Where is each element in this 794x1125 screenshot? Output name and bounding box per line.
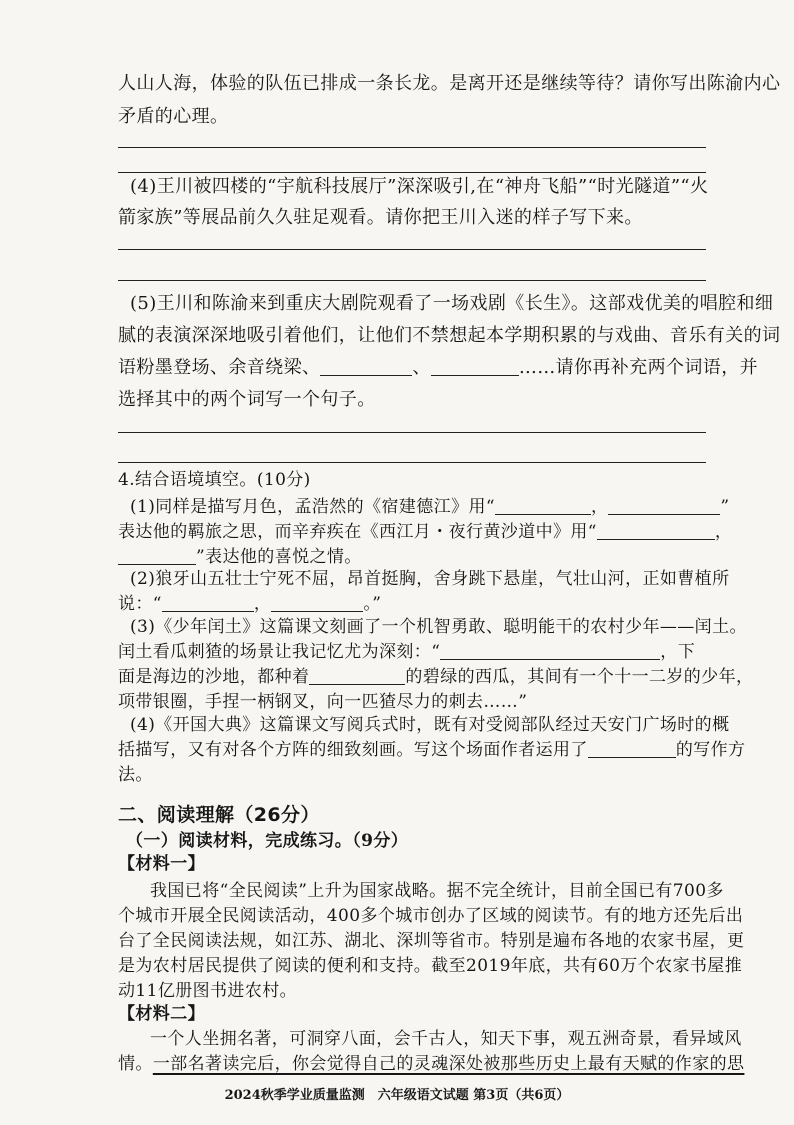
- fill-blank[interactable]: [597, 521, 715, 540]
- fill-blank[interactable]: [118, 546, 196, 565]
- fill-blank[interactable]: [431, 357, 519, 376]
- page-footer: 2024秋季学业质量监测 六年级语文试题 第3页（共6页）: [224, 1088, 570, 1103]
- material1-line1: 我国已将“全民阅读”上升为国家战略。据不完全统计，目前全国已有700多: [150, 881, 724, 901]
- material1-label: 【材料一】: [118, 854, 205, 874]
- fill-blank[interactable]: [588, 739, 676, 758]
- q3-item4-line2: 箭家族”等展品前久久驻足观看。请你把王川入迷的样子写下来。: [118, 207, 643, 228]
- fill-blank[interactable]: [495, 496, 591, 515]
- fill-blank[interactable]: [162, 593, 254, 612]
- q3-item5-line3: 语粉墨登场、余音绕梁、 、 ……请你再补充两个词语，并: [118, 357, 759, 378]
- q4-p3-line1: (3)《少年闰土》这篇课文刻画了一个机智勇敢、聪明能干的农村少年——闰土。: [130, 617, 747, 637]
- answer-line: [118, 280, 706, 281]
- answer-line: [118, 172, 706, 173]
- answer-line: [118, 432, 706, 433]
- q4-p1-line3: ”表达他的喜悦之情。: [118, 546, 362, 568]
- q4-p2-line2: 说：“ ， 。”: [118, 594, 382, 614]
- q4-p3-line4: 项带银圈，手捏一柄钢叉，向一匹猹尽力的刺去……”: [118, 692, 528, 712]
- q4-p4-line3: 法。: [118, 765, 153, 785]
- fill-blank[interactable]: [608, 496, 720, 515]
- answer-line: [118, 147, 706, 148]
- material1-line5: 动11亿册图书进农村。: [118, 981, 298, 1001]
- q4-p4-line2: 括描写，又有对各个方阵的细致刻画。写这个场面作者运用了 的写作方: [118, 740, 746, 760]
- q4-p2-line1: (2)狼牙山五壮士宁死不屈，昂首挺胸，舍身跳下悬崖，气壮山河，正如曹植所: [130, 569, 730, 589]
- q4-p3-line2: 闰土看瓜刺猹的场景让我记忆尤为深刻：“ ，下: [118, 642, 696, 662]
- material2-label: 【材料二】: [118, 1004, 205, 1024]
- material1-line2: 个城市开展全民阅读活动，400多个城市创办了区域的阅读节。有的地方还先后出: [118, 906, 744, 926]
- answer-line: [118, 462, 706, 463]
- fill-blank[interactable]: [320, 357, 412, 376]
- q4-p3-line3: 面是海边的沙地，都种着 的碧绿的西瓜，其间有一个十一二岁的少年，: [118, 667, 754, 687]
- q3-item3-line1: 人山人海，体验的队伍已排成一条长龙。是离开还是继续等待？请你写出陈渝内心: [118, 73, 781, 94]
- q3-item3-line2: 矛盾的心理。: [118, 106, 229, 127]
- q4-p4-line1: (4)《开国大典》这篇课文写阅兵式时，既有对受阅部队经过天安门广场时的概: [130, 715, 730, 735]
- q3-item4-line1: (4)王川被四楼的“宇航科技展厅”深深吸引,在“神舟飞船”“时光隧道”“火: [130, 176, 709, 197]
- fill-blank[interactable]: [309, 666, 405, 685]
- underlined-sentence: 一部名著读完后，你会觉得自己的灵魂深处被那些历史上最有天赋的作家的思: [152, 1054, 745, 1074]
- q3-item5-line2: 腻的表演深深地吸引着他们，让他们不禁想起本学期积累的与戏曲、音乐有关的词: [118, 325, 781, 346]
- q4-p1-line2: 表达他的羁旅之思，而辛弃疾在《西江月・夜行黄沙道中》用“ ，: [118, 522, 733, 542]
- material1-line4: 是为农村居民提供了阅读的便利和支持。截至2019年底，共有60万个农家书屋推: [118, 956, 743, 976]
- material2-line2: 情。一部名著读完后，你会觉得自己的灵魂深处被那些历史上最有天赋的作家的思: [118, 1054, 745, 1074]
- q4-p1-line1: (1)同样是描写月色，孟浩然的《宿建德江》用“ ， ”: [130, 497, 730, 517]
- q3-item5-line1: (5)王川和陈渝来到重庆大剧院观看了一场戏剧《长生》。这部戏优美的唱腔和细: [130, 293, 774, 314]
- fill-blank[interactable]: [271, 593, 363, 612]
- material2-line1: 一个人坐拥名著，可洞穿八面，会千古人，知天下事，观五洲奇景，看异域风: [150, 1029, 742, 1049]
- section2-title: 二、阅读理解（26分）: [118, 804, 320, 826]
- answer-line: [118, 249, 706, 250]
- section2-subtitle: （一）阅读材料，完成练习。（9分）: [126, 831, 409, 851]
- q3-item5-line4: 选择其中的两个词写一个句子。: [118, 389, 376, 410]
- q4-title: 4.结合语境填空。(10分): [118, 470, 311, 490]
- fill-blank[interactable]: [440, 641, 660, 660]
- material1-line3: 台了全民阅读法规，如江苏、湖北、深圳等省市。特别是遍布各地的农家书屋，更: [118, 931, 745, 951]
